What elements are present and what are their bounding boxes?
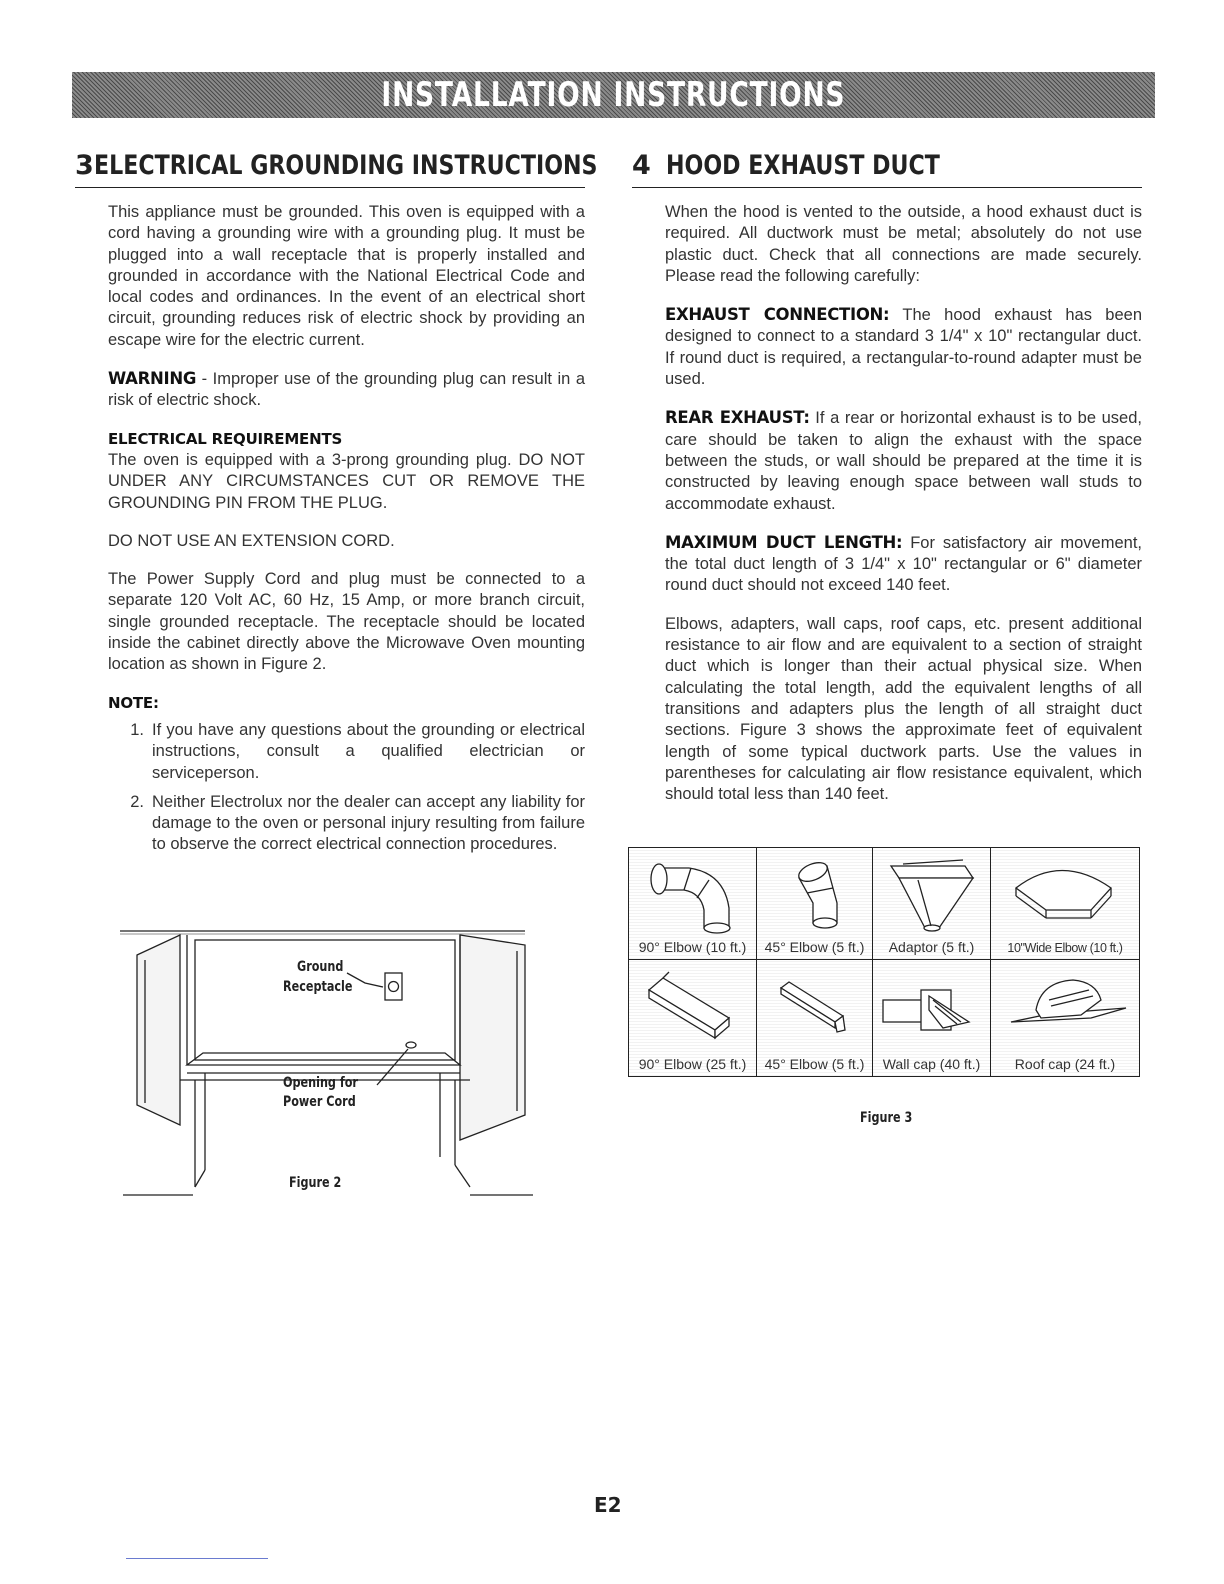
ground-label-line2: Receptacle bbox=[283, 979, 353, 995]
duct-part-label: 90° Elbow (10 ft.) bbox=[638, 939, 747, 955]
warning-label: WARNING bbox=[108, 369, 197, 389]
section-title: ELECTRICAL GROUNDING INSTRUCTIONS bbox=[93, 150, 598, 181]
note-number: 1. bbox=[130, 720, 144, 739]
note-text: If you have any questions about the grounding or electrical instructions, consult a qualified electrician or serviceperson. bbox=[152, 720, 585, 782]
duct-part-label: Adaptor (5 ft.) bbox=[888, 939, 975, 955]
exhaust-connection-paragraph bbox=[665, 304, 1142, 390]
intro-paragraph: This appliance must be grounded. This oven is equipped with a cord having a grounding wire with a grounding plug. It must be plugged into a wall receptacle that is properly installed and grounded in accordance with the National Electrical Code and local codes and ordinances. In the event of an electrical short circuit, grounding reduces risk of electric shock by providing an escape wire for the electric current. bbox=[108, 203, 585, 349]
round-90-elbow-icon bbox=[629, 848, 757, 936]
max-duct-length-label: MAXIMUM DUCT LENGTH: bbox=[665, 532, 903, 552]
rear-exhaust-paragraph bbox=[665, 407, 1142, 514]
duct-part-cell bbox=[757, 848, 873, 960]
duct-part-cell bbox=[991, 960, 1139, 1076]
duct-part-cell bbox=[629, 848, 757, 960]
rect-90-elbow-icon bbox=[629, 960, 757, 1052]
duct-part-label: Wall cap (40 ft.) bbox=[882, 1056, 981, 1072]
section-4-heading bbox=[632, 150, 1142, 188]
list-item bbox=[108, 720, 585, 784]
footer-rule bbox=[126, 1558, 268, 1559]
section-title: HOOD EXHAUST DUCT bbox=[666, 150, 940, 181]
figure-2-cabinet-diagram bbox=[115, 925, 535, 1200]
note-number: 2. bbox=[130, 792, 144, 811]
extension-paragraph: DO NOT USE AN EXTENSION CORD. bbox=[108, 531, 395, 550]
page-number: E2 bbox=[594, 1493, 622, 1517]
duct-part-label: 45° Elbow (5 ft.) bbox=[764, 939, 865, 955]
note-text: Neither Electrolux nor the dealer can accept any liability for damage to the oven or personal injury resulting from failure to observe the correct electrical connection procedures. bbox=[152, 792, 585, 854]
elbows-paragraph: Elbows, adapters, wall caps, roof caps, etc. present additional resistance to air flow and are equivalent to a section of straight duct which is longer than their actual physical size. When calculating the total length, add the equivalent lengths of all transitions and adapters plus the length of all straight duct sections. Figure 3 shows the approximate feet of equivalent length of some typical ductwork parts. Use the values in parentheses for calculating air flow resistance equivalent, which should total less than 140 feet. bbox=[665, 614, 1142, 804]
section-hood-exhaust-duct bbox=[632, 150, 1142, 822]
opening-label-line2: Power Cord bbox=[283, 1094, 356, 1110]
intro-paragraph: When the hood is vented to the outside, a hood exhaust duct is required. All ductwork must be metal; absolutely do not use plastic duct. Check that all connections are made securely. Please read the following carefully: bbox=[665, 203, 1142, 285]
duct-part-cell bbox=[757, 960, 873, 1076]
requirements-paragraph: The oven is equipped with a 3-prong grounding plug. DO NOT UNDER ANY CIRCUMSTANCES CUT OR REMOVE THE GROUNDING PIN FROM THE PLUG. bbox=[108, 450, 585, 512]
note-heading: NOTE: bbox=[108, 693, 159, 712]
figure-2-caption: Figure 2 bbox=[289, 1175, 342, 1191]
warning-paragraph bbox=[108, 368, 585, 412]
max-duct-length-text: For satisfactory air movement, the total duct length of 3 1/4" x 10" rectangular or 6" diameter round duct should not exceed 140 feet. bbox=[665, 533, 1143, 595]
figure-3-duct-parts-table bbox=[628, 847, 1140, 1077]
rect-45-elbow-icon bbox=[757, 960, 873, 1052]
rear-exhaust-text: If a rear or horizontal exhaust is to be used, care should be taken to align the exhaust with the space between the studs, or wall should be prepared at the time it is constructed by leaving enough space between wall studs to accommodate exhaust. bbox=[665, 409, 1142, 513]
duct-part-cell bbox=[873, 960, 991, 1076]
roof-cap-icon bbox=[991, 960, 1139, 1052]
duct-part-cell bbox=[629, 960, 757, 1076]
opening-label-line1: Opening for bbox=[283, 1075, 358, 1091]
duct-part-label: 10"Wide Elbow (10 ft.) bbox=[1007, 941, 1123, 955]
figure-3-caption: Figure 3 bbox=[860, 1110, 913, 1126]
warning-text: - Improper use of the grounding plug can result in a risk of electric shock. bbox=[108, 370, 585, 410]
section-number: 3 bbox=[75, 150, 94, 181]
duct-part-label: 45° Elbow (5 ft.) bbox=[764, 1056, 865, 1072]
round-45-elbow-icon bbox=[757, 848, 873, 936]
header-banner bbox=[72, 72, 1155, 118]
duct-part-cell bbox=[991, 848, 1139, 960]
section-3-heading bbox=[75, 150, 598, 188]
section-number: 4 bbox=[632, 150, 651, 181]
rear-exhaust-label: REAR EXHAUST: bbox=[665, 408, 810, 428]
max-duct-length-paragraph bbox=[665, 532, 1142, 597]
wall-cap-icon bbox=[873, 960, 991, 1052]
requirements-heading: ELECTRICAL REQUIREMENTS bbox=[108, 429, 343, 448]
duct-part-label: Roof cap (24 ft.) bbox=[1014, 1056, 1116, 1072]
exhaust-connection-label: EXHAUST CONNECTION: bbox=[665, 305, 890, 325]
section-electrical-grounding bbox=[75, 150, 598, 864]
note-list bbox=[108, 720, 585, 856]
wide-elbow-icon bbox=[991, 848, 1139, 936]
duct-part-cell bbox=[873, 848, 991, 960]
banner-title: INSTALLATION INSTRUCTIONS bbox=[381, 75, 846, 115]
exhaust-connection-text: The hood exhaust has been designed to connect to a standard 3 1/4" x 10" rectangular duct. If round duct is required, a rectangular-to-round adapter must be used. bbox=[665, 306, 1142, 389]
adaptor-icon bbox=[873, 848, 991, 936]
ground-label-line1: Ground bbox=[297, 959, 344, 975]
list-item bbox=[108, 792, 585, 856]
duct-part-label: 90° Elbow (25 ft.) bbox=[638, 1056, 747, 1072]
supply-paragraph: The Power Supply Cord and plug must be connected to a separate 120 Volt AC, 60 Hz, 15 Amp, or more branch circuit, single grounded receptacle. The receptacle should be located inside the cabinet directly above the Microwave Oven mounting location as shown in Figure 2. bbox=[108, 570, 585, 674]
